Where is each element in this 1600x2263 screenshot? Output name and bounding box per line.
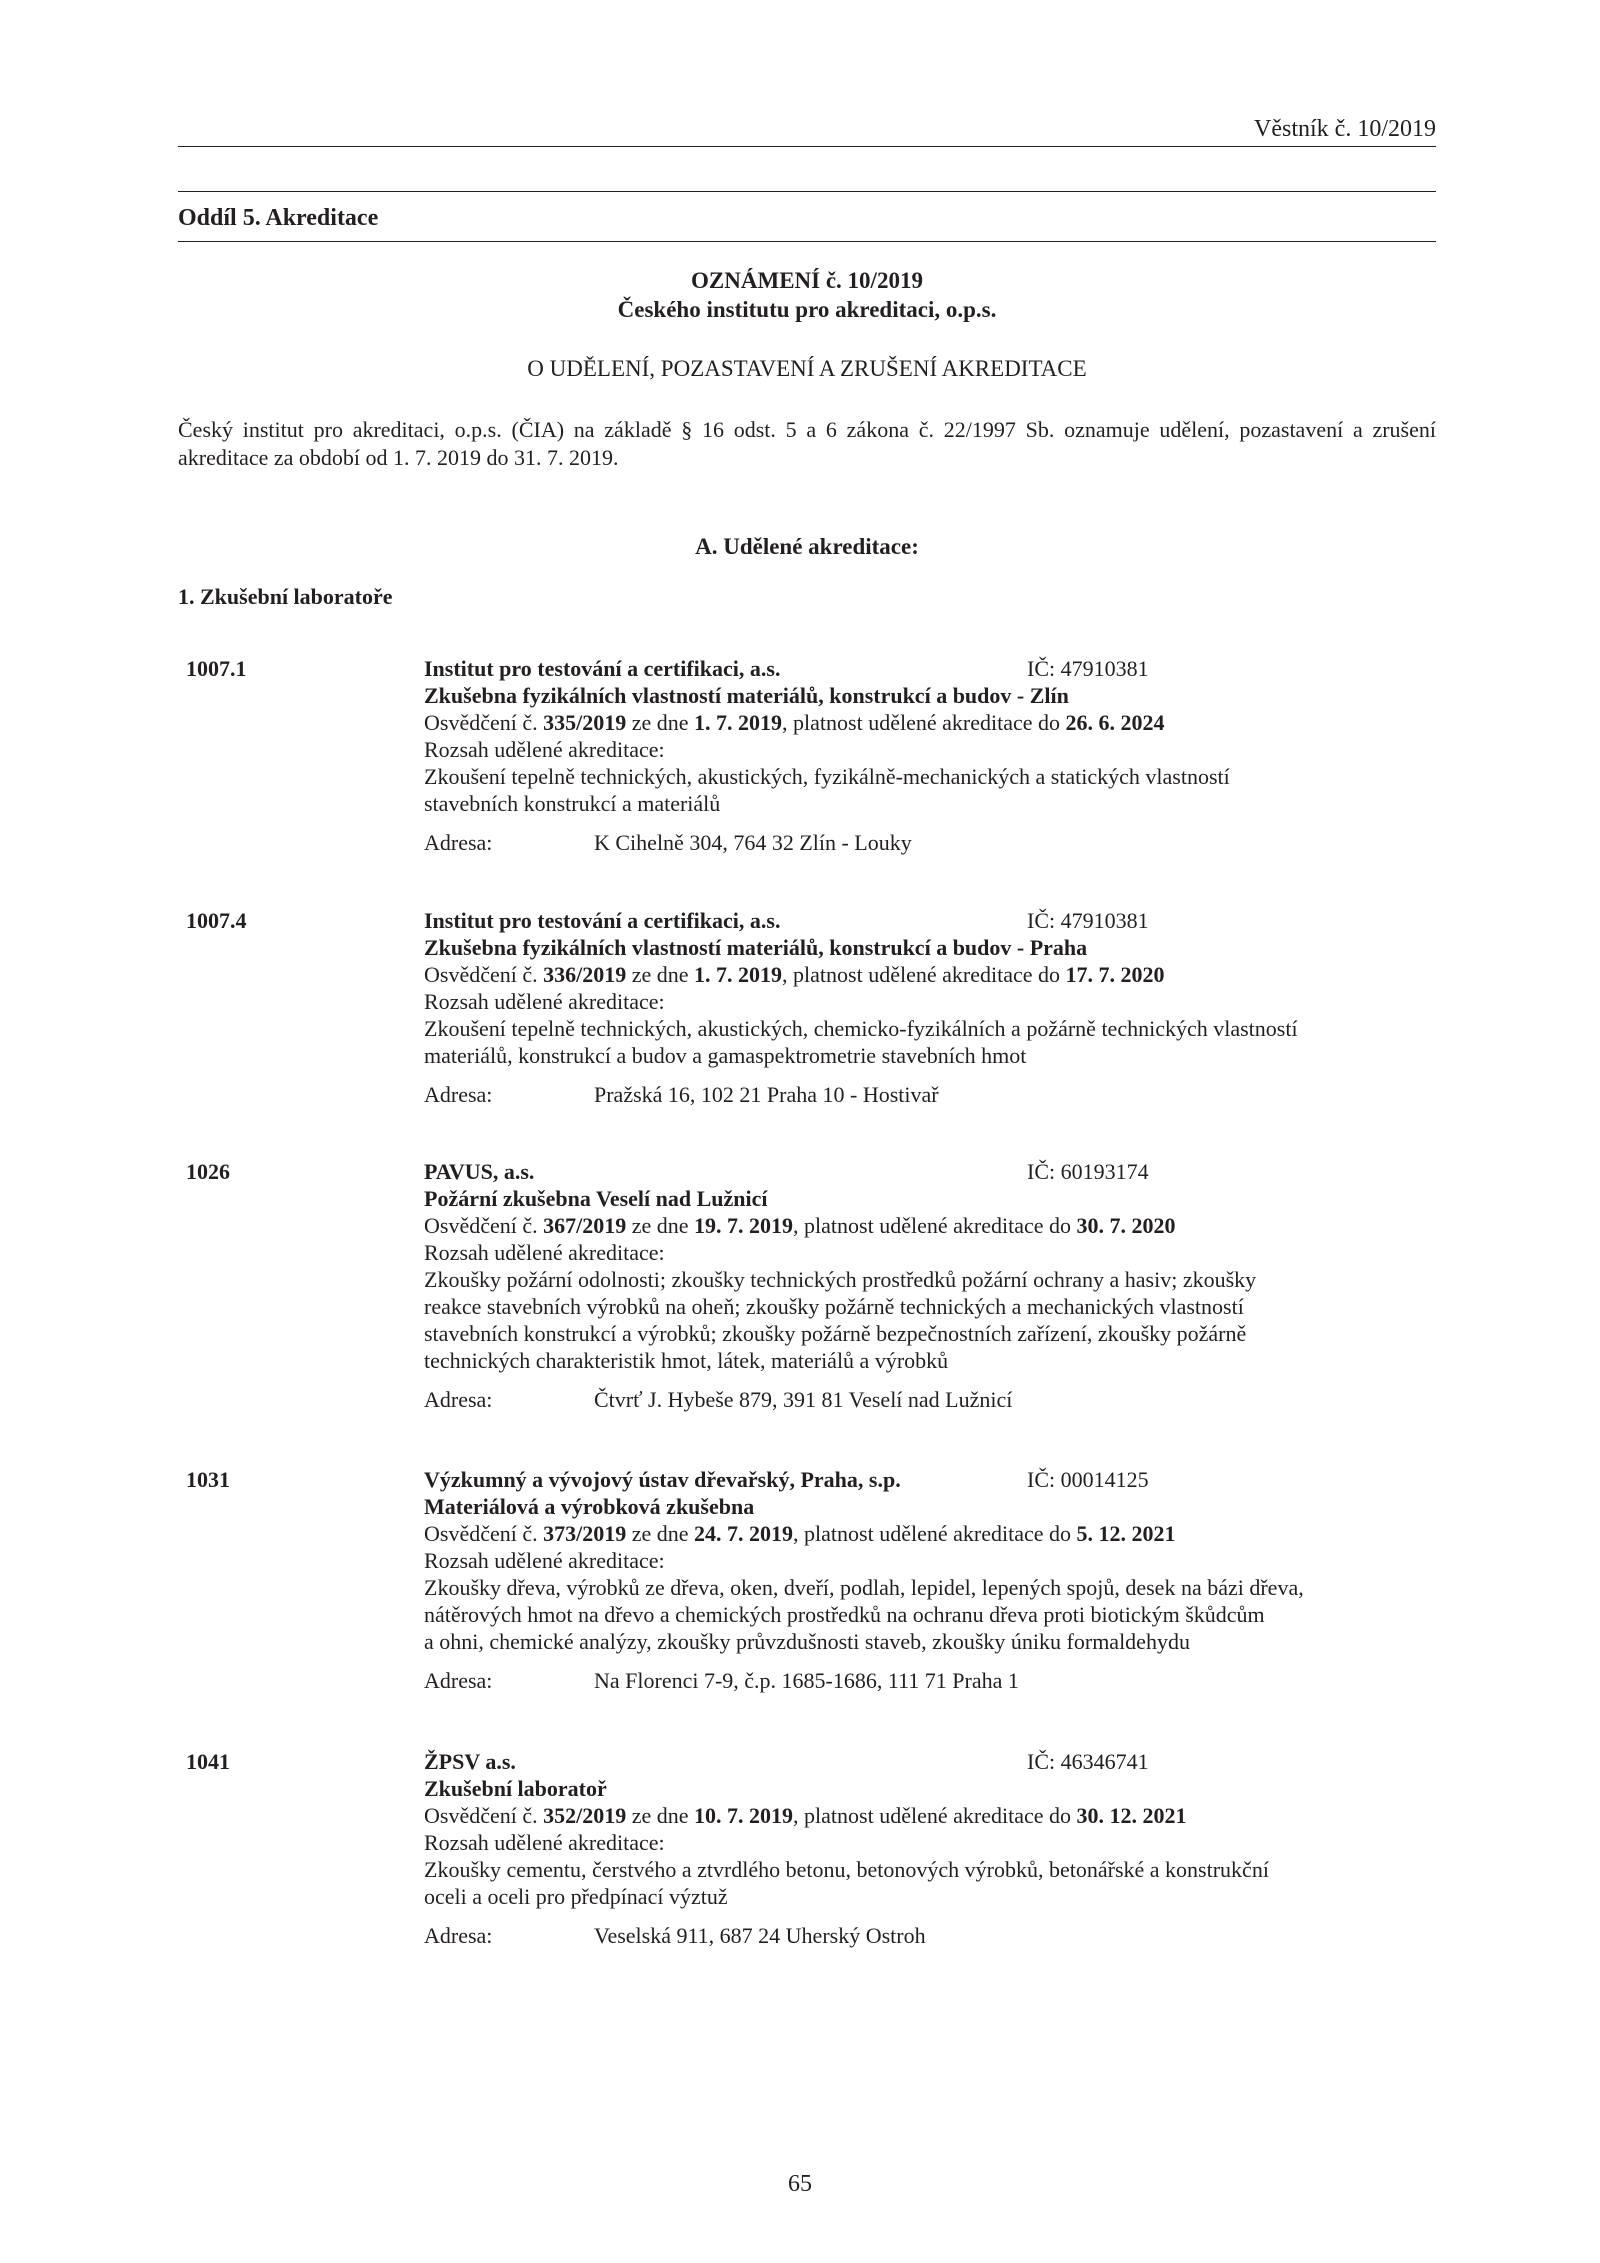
entry-organization: ŽPSV a.s. <box>424 1749 516 1774</box>
announcement-issuer: Českého institutu pro akreditaci, o.p.s. <box>617 297 997 322</box>
announcement-subject: O UDĚLENÍ, POZASTAVENÍ A ZRUŠENÍ AKREDITACE <box>527 356 1087 381</box>
entry-scope-line: materiálů, konstrukcí a budov a gamaspektrometrie stavebních hmot <box>424 1043 1027 1068</box>
entry-certificate: Osvědčení č. 367/2019 ze dne 19. 7. 2019, platnost udělené akreditace do 30. 7. 2020 <box>424 1213 1176 1238</box>
entry-scope-line: Zkoušení tepelně technických, akustických, chemicko-fyzikálních a požárně technických vlastností <box>424 1016 1298 1041</box>
entry-address: Na Florenci 7-9, č.p. 1685-1686, 111 71 Praha 1 <box>594 1668 1019 1693</box>
journal-header: Věstník č. 10/2019 <box>1254 116 1436 142</box>
entry-address: Veselská 911, 687 24 Uherský Ostroh <box>594 1923 926 1948</box>
entry-organization: Institut pro testování a certifikaci, a.s. <box>424 656 781 681</box>
entry-scope-line: nátěrových hmot na dřevo a chemických prostředků na ochranu dřeva proti biotickým škůdcům <box>424 1602 1265 1627</box>
entry-scope-line: Zkoušky požární odolnosti; zkoušky technických prostředků požární ochrany a hasiv; zkoušky <box>424 1267 1257 1292</box>
entry-address-label: Adresa: <box>424 1082 493 1107</box>
entry-scope-line: a ohni, chemické analýzy, zkoušky průvzdušnosti staveb, zkoušky úniku formaldehydu <box>424 1629 1190 1654</box>
entry-ico: IČ: 47910381 <box>1027 656 1149 681</box>
entry-scope-line: oceli a oceli pro předpínací výztuž <box>424 1884 728 1909</box>
entry-unit: Zkušební laboratoř <box>424 1776 607 1801</box>
entry-number: 1031 <box>186 1467 230 1492</box>
entry-scope-label: Rozsah udělené akreditace: <box>424 737 665 762</box>
entry-address-label: Adresa: <box>424 1387 493 1412</box>
announcement-title: OZNÁMENÍ č. 10/2019 <box>691 268 923 293</box>
entry-address: K Cihelně 304, 764 32 Zlín - Louky <box>594 830 912 855</box>
section-rule-top <box>178 191 1436 192</box>
entry-ico: IČ: 46346741 <box>1027 1749 1149 1774</box>
entry-number: 1041 <box>186 1749 230 1774</box>
entry-address-label: Adresa: <box>424 1668 493 1693</box>
entry-certificate: Osvědčení č. 336/2019 ze dne 1. 7. 2019, platnost udělené akreditace do 17. 7. 2020 <box>424 962 1165 987</box>
entry-scope-line: stavebních konstrukcí a materiálů <box>424 791 721 816</box>
entry-scope-label: Rozsah udělené akreditace: <box>424 989 665 1014</box>
entry-ico: IČ: 60193174 <box>1027 1159 1149 1184</box>
entry-organization: PAVUS, a.s. <box>424 1159 535 1184</box>
entry-address-label: Adresa: <box>424 830 493 855</box>
entry-address-label: Adresa: <box>424 1923 493 1948</box>
entry-address: Pražská 16, 102 21 Praha 10 - Hostivař <box>594 1082 939 1107</box>
section-title: Oddíl 5. Akreditace <box>178 205 379 231</box>
entry-unit: Zkušebna fyzikálních vlastností materiálů, konstrukcí a budov - Praha <box>424 935 1088 960</box>
entry-number: 1007.4 <box>186 908 247 933</box>
entry-scope-label: Rozsah udělené akreditace: <box>424 1548 665 1573</box>
entry-ico: IČ: 47910381 <box>1027 908 1149 933</box>
entry-certificate: Osvědčení č. 352/2019 ze dne 10. 7. 2019, platnost udělené akreditace do 30. 12. 2021 <box>424 1803 1187 1828</box>
entry-scope-line: Zkoušky cementu, čerstvého a ztvrdlého betonu, betonových výrobků, betonářské a konstrukční <box>424 1857 1269 1882</box>
part-a-title: A. Udělené akreditace: <box>695 534 919 559</box>
entry-address: Čtvrť J. Hybeše 879, 391 81 Veselí nad Lužnicí <box>594 1387 1013 1412</box>
entry-address-row <box>424 1916 1414 1951</box>
entry-scope-line: Zkoušení tepelně technických, akustických, fyzikálně-mechanických a statických vlastností <box>424 764 1230 789</box>
entry-organization: Výzkumný a vývojový ústav dřevařský, Praha, s.p. <box>424 1467 901 1492</box>
entry-address-row <box>424 823 1414 858</box>
entry-scope-line: technických charakteristik hmot, látek, materiálů a výrobků <box>424 1348 949 1373</box>
entry-unit: Materiálová a výrobková zkušebna <box>424 1494 755 1519</box>
entry-certificate: Osvědčení č. 335/2019 ze dne 1. 7. 2019, platnost udělené akreditace do 26. 6. 2024 <box>424 710 1165 735</box>
category-title: 1. Zkušební laboratoře <box>178 584 393 609</box>
entry-scope-line: reakce stavebních výrobků na oheň; zkoušky požárně technických a mechanických vlastností <box>424 1294 1244 1319</box>
entry-organization: Institut pro testování a certifikaci, a.s. <box>424 908 781 933</box>
entry-ico: IČ: 00014125 <box>1027 1467 1149 1492</box>
announcement-intro: Český institut pro akreditaci, o.p.s. (ČIA) na základě § 16 odst. 5 a 6 zákona č. 22/1997 Sb. oznamuje udělení, pozastavení a zrušení akreditace za období od 1. 7. 2019 do 31. 7. 2019. <box>178 417 1436 470</box>
entry-address-row <box>424 1075 1414 1110</box>
entry-number: 1026 <box>186 1159 230 1184</box>
header-rule <box>178 146 1436 147</box>
entry-scope-label: Rozsah udělené akreditace: <box>424 1830 665 1855</box>
entry-address-row <box>424 1661 1414 1696</box>
page-number: 65 <box>788 2171 812 2197</box>
entry-scope-line: Zkoušky dřeva, výrobků ze dřeva, oken, dveří, podlah, lepidel, lepených spojů, desek na bázi dřeva, <box>424 1575 1304 1600</box>
entry-address-row <box>424 1380 1414 1415</box>
section-rule-bottom <box>178 241 1436 242</box>
entry-scope-line: stavebních konstrukcí a výrobků; zkoušky požárně bezpečnostních zařízení, zkoušky požárně <box>424 1321 1247 1346</box>
entry-number: 1007.1 <box>186 656 247 681</box>
entry-unit: Zkušebna fyzikálních vlastností materiálů, konstrukcí a budov - Zlín <box>424 683 1069 708</box>
entry-unit: Požární zkušebna Veselí nad Lužnicí <box>424 1186 768 1211</box>
entry-scope-label: Rozsah udělené akreditace: <box>424 1240 665 1265</box>
entry-certificate: Osvědčení č. 373/2019 ze dne 24. 7. 2019, platnost udělené akreditace do 5. 12. 2021 <box>424 1521 1176 1546</box>
